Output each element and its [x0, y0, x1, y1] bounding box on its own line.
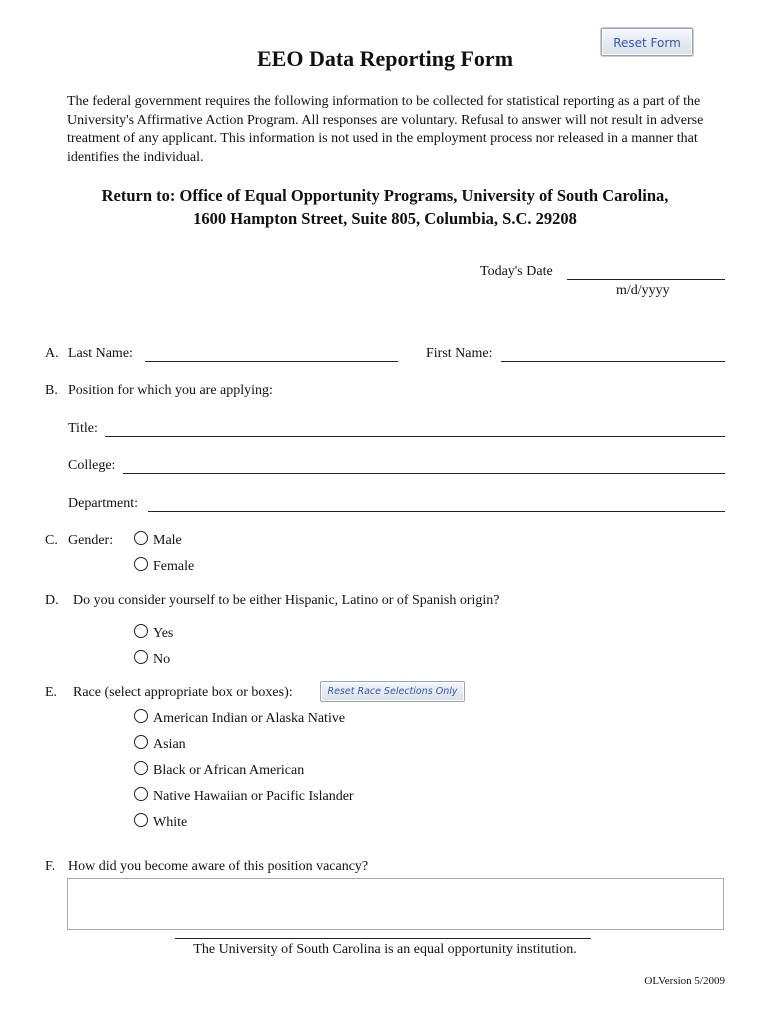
hispanic-no-label: No — [153, 652, 171, 667]
return-address — [0, 184, 770, 230]
race-question: Race (select appropriate box or boxes): — [73, 685, 293, 700]
race-asian-label: Asian — [153, 737, 186, 752]
gender-male-radio[interactable] — [134, 531, 148, 545]
reset-form-button[interactable]: Reset Form — [601, 28, 693, 56]
title-label: Title: — [68, 421, 98, 436]
college-label: College: — [68, 458, 116, 473]
last-name-label: Last Name: — [68, 346, 133, 361]
section-d-letter: D. — [45, 593, 59, 608]
vacancy-question: How did you become aware of this position vacancy? — [68, 859, 369, 874]
hispanic-yes-label: Yes — [153, 626, 174, 641]
hispanic-question: Do you consider yourself to be either Hispanic, Latino or of Spanish origin? — [73, 593, 500, 608]
form-version: OLVersion 5/2009 — [644, 975, 725, 987]
gender-male-label: Male — [153, 533, 182, 548]
section-e-letter: E. — [45, 685, 58, 700]
section-b-letter: B. — [45, 383, 58, 398]
race-white-label: White — [153, 815, 188, 830]
eo-statement: The University of South Carolina is an equal opportunity institution. — [193, 942, 577, 957]
return-line-1: Return to: Office of Equal Opportunity Programs, University of South Carolina, — [101, 186, 669, 205]
race-american-indian-radio[interactable] — [134, 709, 148, 723]
department-label: Department: — [68, 496, 138, 511]
race-asian-radio[interactable] — [134, 735, 148, 749]
position-question: Position for which you are applying: — [68, 383, 273, 398]
reset-race-button[interactable]: Reset Race Selections Only — [320, 681, 465, 702]
race-black-radio[interactable] — [134, 761, 148, 775]
section-c-letter: C. — [45, 533, 58, 548]
first-name-field[interactable] — [501, 361, 725, 362]
footer-divider — [175, 938, 591, 939]
form-title: EEO Data Reporting Form — [256, 46, 514, 71]
title-field[interactable] — [105, 436, 725, 437]
vacancy-answer-field[interactable] — [67, 878, 724, 930]
return-line-2: 1600 Hampton Street, Suite 805, Columbia, S.C. 29208 — [193, 209, 577, 228]
hispanic-no-radio[interactable] — [134, 650, 148, 664]
section-a-letter: A. — [45, 346, 59, 361]
first-name-label: First Name: — [426, 346, 493, 361]
date-field[interactable] — [567, 279, 725, 280]
gender-female-radio[interactable] — [134, 557, 148, 571]
department-field[interactable] — [148, 511, 725, 512]
race-black-label: Black or African American — [153, 763, 305, 778]
gender-female-label: Female — [153, 559, 195, 574]
hispanic-yes-radio[interactable] — [134, 624, 148, 638]
race-white-radio[interactable] — [134, 813, 148, 827]
last-name-field[interactable] — [145, 361, 398, 362]
section-f-letter: F. — [45, 859, 56, 874]
date-label: Today's Date — [480, 264, 553, 279]
race-pacific-islander-label: Native Hawaiian or Pacific Islander — [153, 789, 354, 804]
intro-paragraph: The federal government requires the following information to be collected for statistical reporting as a part of the University's Affirmative Action Program. All responses are voluntary. Refusal to answer will not result in adverse treatment of any applicant. This information is not used in the employment process nor released in a manner that identifies the individual. — [67, 94, 704, 165]
date-format-hint: m/d/yyyy — [616, 283, 670, 298]
race-american-indian-label: American Indian or Alaska Native — [153, 711, 346, 726]
gender-label: Gender: — [68, 533, 114, 548]
college-field[interactable] — [123, 473, 725, 474]
race-pacific-islander-radio[interactable] — [134, 787, 148, 801]
